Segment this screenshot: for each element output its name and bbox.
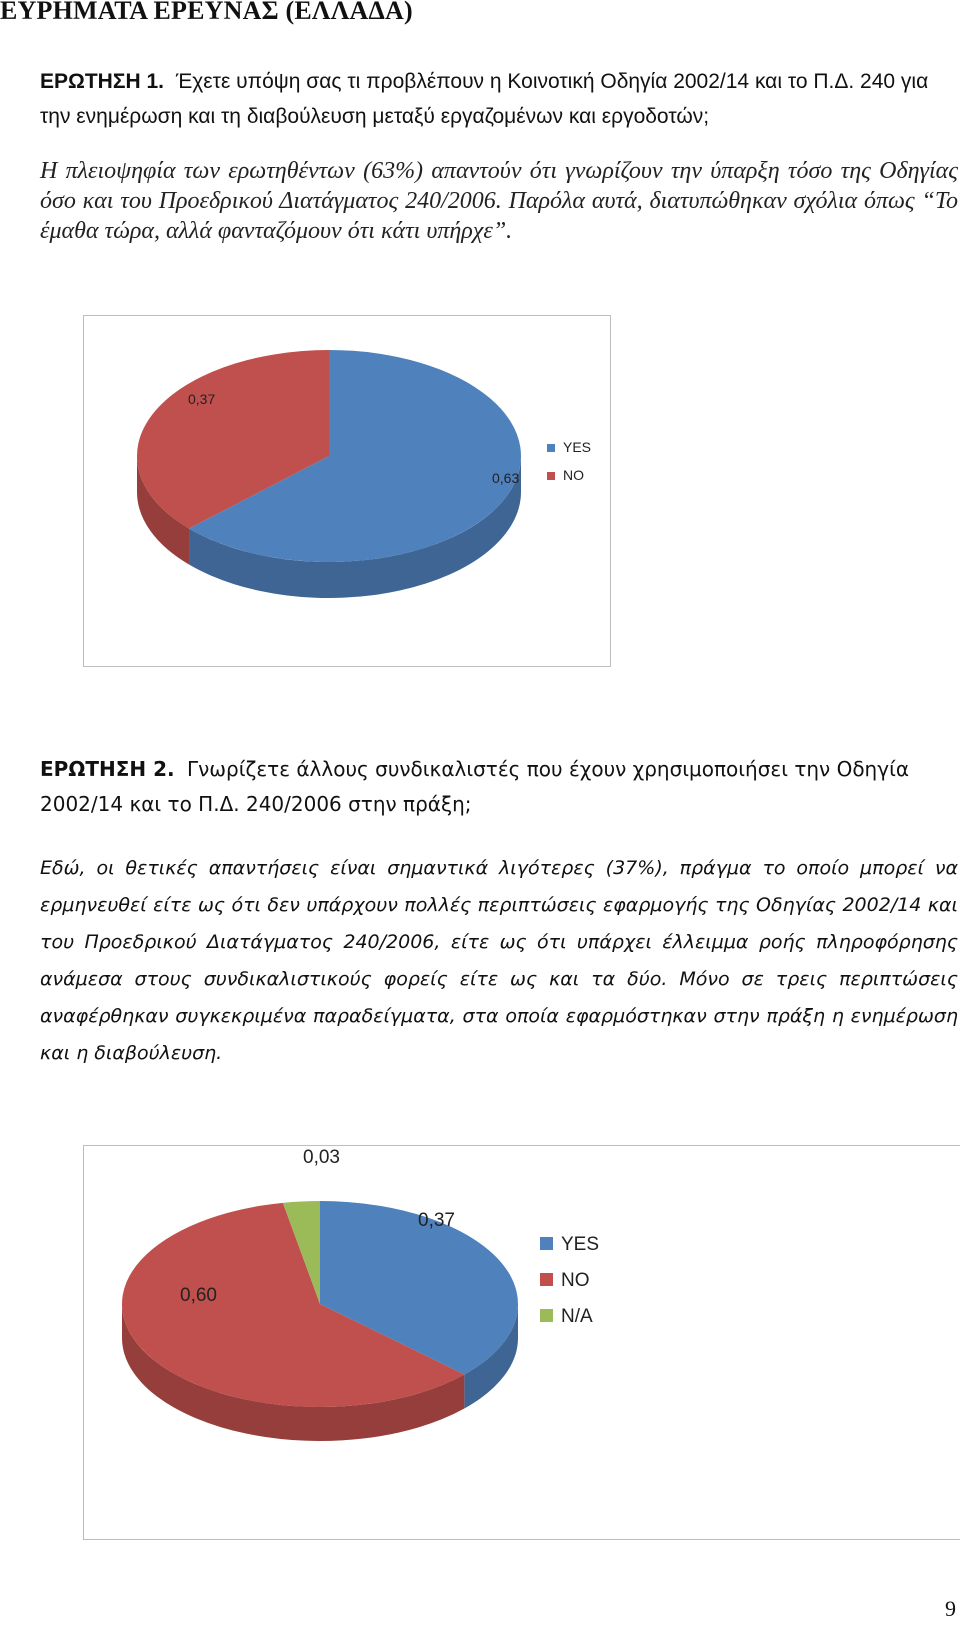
page-heading: ΕΥΡΗΜΑΤΑ ΕΡΕΥΝΑΣ (ΕΛΛΑΔΑ) (0, 0, 413, 25)
question-2-answer: Εδώ, οι θετικές απαντήσεις είναι σημαντικά λιγότερες (37%), πράγμα το οποίο μπορεί να ερμηνευθεί είτε ως ότι δεν υπάρχουν πολλές περιπτώσεις εφαρμογής της Οδηγίας 2002/14 και του Προεδρικού Διατάγματος 240/2006, είτε ως ότι υπάρχει έλλειμμα ροής πληροφόρησης ανάμεσα στους συνδικαλιστικούς φορείς είτε ως και τα δύο. Μόνο σε τρεις περιπτώσεις αναφέρθηκαν συγκεκριμένα παραδείγματα, στα οποία εφαρμόστηκαν στην πράξη η ενημέρωση και η διαβούλευση. (40, 857, 958, 1064)
data-label-yes: 0,63 (492, 470, 520, 486)
legend-swatch-no (540, 1273, 553, 1286)
legend-label-yes: YES (563, 439, 592, 455)
legend-label-yes: YES (561, 1234, 600, 1255)
pie-legend (540, 1234, 599, 1327)
legend-swatch-no (547, 472, 555, 480)
question-2-label: ΕΡΩΤΗΣΗ 2. (40, 757, 175, 781)
legend-label-no: NO (561, 1270, 590, 1291)
chart-question-1 (83, 315, 611, 667)
legend-swatch-yes (540, 1237, 553, 1250)
question-1 (40, 64, 958, 134)
page-number: 9 (945, 1596, 956, 1621)
data-label-yes: 0,37 (418, 1210, 455, 1231)
question-2 (40, 752, 958, 822)
data-label-na: 0,03 (303, 1147, 340, 1168)
question-1-answer: Η πλειοψηφία των ερωτηθέντων (63%) απαντούν ότι γνωρίζουν την ύπαρξη τόσο της Οδηγίας όσο και του Προεδρικού Διατάγματος 240/2006. Παρόλα αυτά, διατυπώθηκαν σχόλια όπως “Το έμαθα τώρα, αλλά φανταζόμουν ότι κάτι υπήρχε”. (40, 158, 958, 244)
legend-label-no: NO (563, 467, 584, 483)
pie-legend (547, 439, 591, 483)
question-2-text: Γνωρίζετε άλλους συνδικαλιστές που έχουν χρησιμοποιήσει την Οδηγία 2002/14 και το Π.Δ. 240/2006 στην πράξη; (40, 757, 910, 816)
data-label-no: 0,60 (180, 1285, 217, 1306)
chart-question-2 (83, 1145, 960, 1540)
question-1-text: Έχετε υπόψη σας τι προβλέπουν η Κοινοτική Οδηγία 2002/14 και το Π.Δ. 240 για την ενημέρωση και τη διαβούλευση μεταξύ εργαζομένων και εργοδοτών; (40, 70, 929, 128)
data-label-no: 0,37 (188, 391, 216, 407)
pie-chart-2 (84, 1146, 960, 1541)
legend-swatch-na (540, 1309, 553, 1322)
legend-label-na: N/A (561, 1306, 593, 1327)
legend-swatch-yes (547, 444, 555, 452)
pie-chart-1 (84, 316, 612, 668)
pie-slices (137, 350, 521, 562)
question-1-label: ΕΡΩΤΗΣΗ 1. (40, 70, 164, 93)
